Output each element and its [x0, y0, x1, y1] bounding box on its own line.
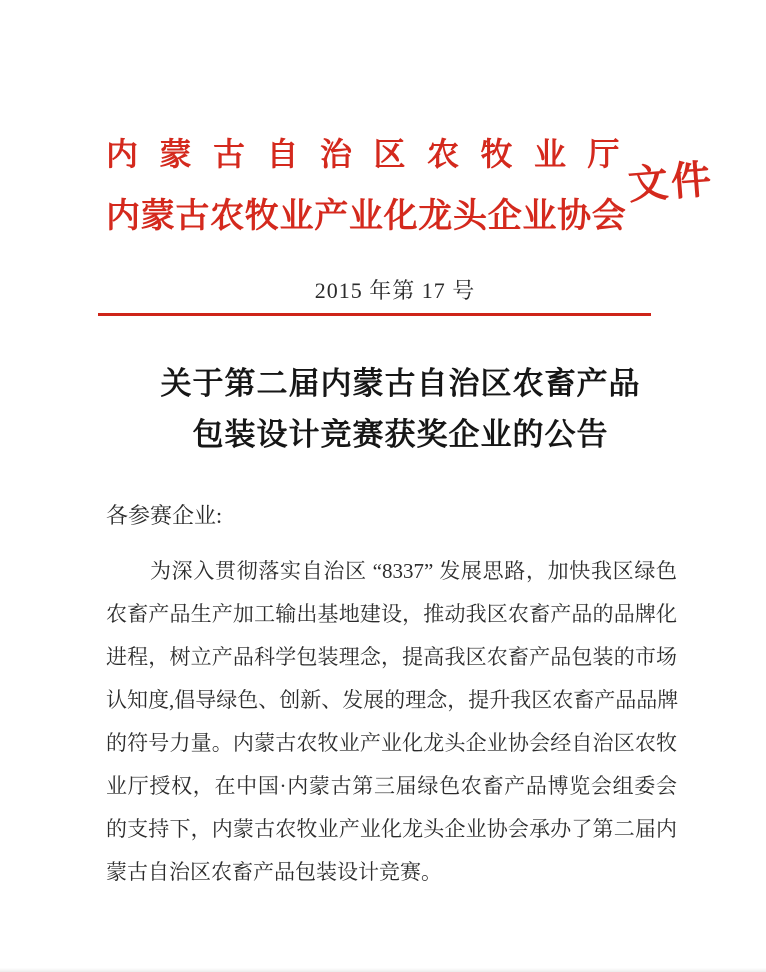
header-divider-line — [98, 313, 651, 316]
body-paragraph — [106, 550, 677, 894]
doc-number: 2015 年第 17 号 — [314, 278, 476, 303]
paragraph-line: 为深入贯彻落实自治区 “8337” 发展思路，加快我区绿色 — [150, 559, 677, 583]
paragraph-line: 进程，树立产品科学包装理念，提高我区农畜产品包装的市场 — [106, 645, 677, 669]
paragraph-line: 业厅授权，在中国·内蒙古第三届绿色农畜产品博览会组委会 — [106, 774, 677, 798]
paragraph-line: 认知度,倡导绿色、创新、发展的理念，提升我区农畜产品品牌 — [106, 688, 679, 712]
paragraph-line: 的符号力量。内蒙古农牧业产业化龙头企业协会经自治区农牧 — [106, 731, 677, 755]
issuing-org-secondary: 内蒙古农牧业产业化龙头企业协会 — [106, 198, 627, 235]
salutation: 各参赛企业: — [106, 503, 223, 528]
issuing-org-primary: 内蒙古自治区农牧业厅 — [106, 136, 642, 172]
document-title-line1: 关于第二届内蒙古自治区农畜产品 — [160, 366, 641, 401]
paragraph-line: 的支持下，内蒙古农牧业产业化龙头企业协会承办了第二届内 — [106, 817, 677, 841]
paragraph-line: 农畜产品生产加工输出基地建设，推动我区农畜产品的品牌化 — [106, 602, 677, 626]
document-title — [115, 358, 686, 460]
paragraph-line: 蒙古自治区农畜产品包装设计竞赛。 — [106, 860, 442, 884]
document-title-line2: 包装设计竞赛获奖企业的公告 — [192, 417, 609, 452]
doc-type-label: 文件 — [626, 156, 716, 208]
